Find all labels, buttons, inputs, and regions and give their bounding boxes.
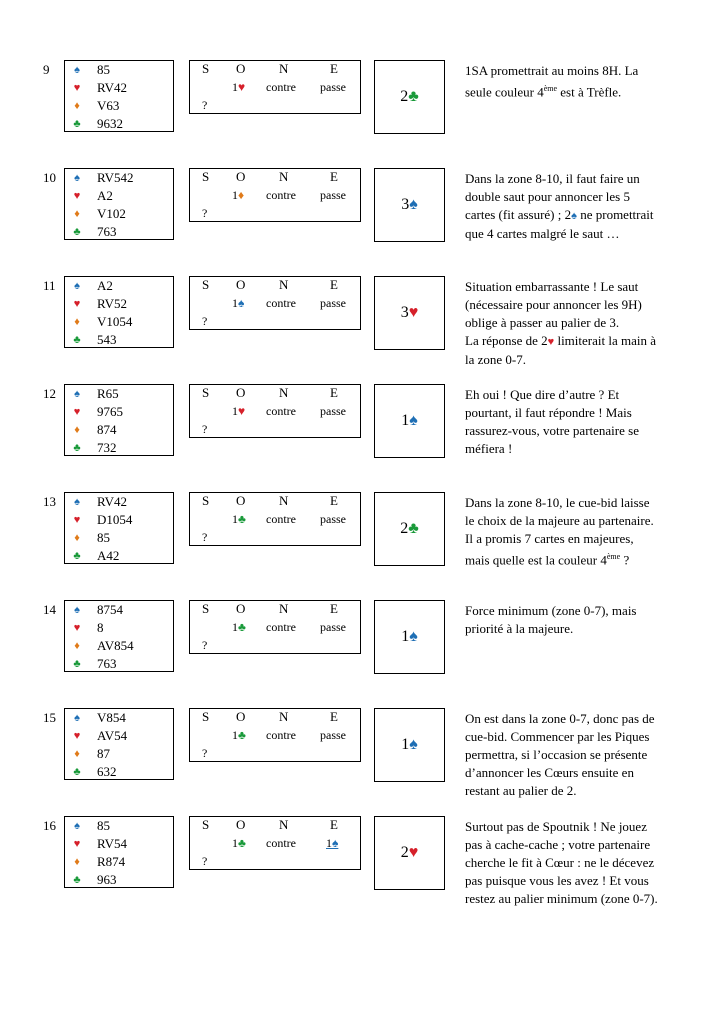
- explanation-line: [465, 80, 700, 101]
- club-icon: ♣: [73, 442, 81, 454]
- club-icon: ♣: [73, 118, 81, 130]
- north-label: N: [279, 601, 289, 616]
- spade-icon: ♠: [409, 196, 418, 213]
- north-bid: contre: [266, 836, 296, 850]
- deal-number: 15: [43, 710, 56, 725]
- explanation-line: rassurez-vous, votre partenaire se: [465, 423, 639, 438]
- hand-box: [64, 276, 174, 348]
- club-cards: A42: [97, 548, 120, 563]
- club-cards: 632: [97, 764, 117, 779]
- spade-icon: ♠: [571, 210, 577, 222]
- east-bid: passe: [320, 404, 346, 418]
- spade-icon: ♠: [74, 820, 80, 832]
- answer-level: 1: [401, 736, 410, 753]
- answer-box: [374, 492, 445, 566]
- explanation: [465, 62, 700, 101]
- east-bid: passe: [320, 728, 346, 742]
- club-icon: ♣: [238, 620, 246, 634]
- north-bid: contre: [266, 728, 296, 742]
- north-bid: contre: [266, 620, 296, 634]
- deal-16: [0, 819, 724, 919]
- north-bid: contre: [266, 80, 296, 94]
- text: est à Trèfle.: [557, 84, 622, 100]
- club-icon: ♣: [238, 512, 246, 526]
- west-label: O: [236, 277, 246, 292]
- east-label: E: [330, 601, 338, 616]
- spade-cards: 85: [97, 62, 110, 77]
- explanation-line: d’annoncer les Cœurs ensuite en: [465, 765, 634, 780]
- explanation-line: pas puisque vous les avez ! Et vous: [465, 873, 649, 888]
- text: La réponse de 2: [465, 333, 548, 348]
- bidding-box: [189, 60, 361, 114]
- club-cards: 732: [97, 440, 117, 455]
- south-label: S: [202, 601, 210, 616]
- answer-box: [374, 708, 445, 782]
- superscript: ème: [543, 84, 558, 93]
- deal-15: [0, 711, 724, 811]
- heart-icon: ♥: [73, 730, 81, 742]
- heart-icon: ♥: [73, 190, 81, 202]
- text: ?: [620, 552, 630, 568]
- east-label: E: [330, 169, 338, 184]
- east-bid-level: 1: [326, 836, 332, 850]
- club-cards: 763: [97, 224, 117, 239]
- opening-level: 1: [232, 512, 238, 526]
- spade-cards: R65: [97, 386, 119, 401]
- south-label: S: [202, 817, 210, 832]
- deal-number: 13: [43, 494, 56, 509]
- explanation: [465, 710, 700, 800]
- heart-icon: ♥: [408, 844, 419, 861]
- heart-cards: D1054: [97, 512, 133, 527]
- answer-box: [374, 168, 445, 242]
- diamond-icon: ♦: [74, 316, 80, 328]
- north-label: N: [279, 277, 289, 292]
- north-bid: contre: [266, 512, 296, 526]
- diamond-cards: V102: [97, 206, 126, 221]
- text: limiterait la main à: [554, 333, 657, 348]
- north-label: N: [279, 817, 289, 832]
- club-icon: ♣: [73, 550, 81, 562]
- south-label: S: [202, 709, 210, 724]
- answer-level: 1: [401, 628, 410, 645]
- club-cards: 9632: [97, 116, 123, 131]
- explanation-line: la zone 0-7.: [465, 352, 527, 367]
- answer-box: [374, 384, 445, 458]
- explanation-line: double saut pour annoncer les 5: [465, 189, 630, 204]
- question-mark: ?: [202, 206, 208, 220]
- club-icon: ♣: [73, 334, 81, 346]
- opening-bid: [232, 619, 246, 635]
- south-label: S: [202, 493, 210, 508]
- explanation-line: restant au palier de 2.: [465, 783, 577, 798]
- text: mais quelle est la couleur 4: [465, 552, 607, 568]
- explanation-line: Dans la zone 8-10, il faut faire un: [465, 171, 640, 186]
- answer-box: [374, 276, 445, 350]
- explanation-line: Il a promis 7 cartes en majeures,: [465, 531, 634, 546]
- heart-cards: 9765: [97, 404, 123, 419]
- spade-icon: ♠: [74, 496, 80, 508]
- question-mark: ?: [202, 98, 208, 112]
- opening-bid: [232, 511, 246, 527]
- club-icon: ♣: [73, 874, 81, 886]
- opening-level: 1: [232, 188, 238, 202]
- opening-bid: [232, 187, 244, 203]
- text: seule couleur 4: [465, 84, 544, 100]
- bidding-box: [189, 384, 361, 438]
- diamond-icon: ♦: [74, 748, 80, 760]
- bidding-box: [189, 168, 361, 222]
- club-cards: 963: [97, 872, 117, 887]
- opening-bid: [232, 835, 246, 851]
- heart-icon: ♥: [73, 622, 81, 634]
- west-label: O: [236, 385, 246, 400]
- diamond-icon: ♦: [74, 640, 80, 652]
- north-label: N: [279, 709, 289, 724]
- hand-box: [64, 168, 174, 240]
- answer-level: 3: [401, 196, 410, 213]
- explanation-line: [465, 548, 700, 569]
- diamond-icon: ♦: [74, 424, 80, 436]
- spade-icon: ♠: [409, 628, 418, 645]
- spade-cards: RV542: [97, 170, 134, 185]
- explanation-line: que 4 cartes malgré le saut …: [465, 226, 620, 241]
- diamond-icon: ♦: [74, 856, 80, 868]
- hand-box: [64, 60, 174, 132]
- east-bid: passe: [320, 188, 346, 202]
- north-label: N: [279, 169, 289, 184]
- south-label: S: [202, 169, 210, 184]
- west-label: O: [236, 61, 246, 76]
- heart-cards: RV42: [97, 80, 128, 95]
- heart-cards: 8: [97, 620, 104, 635]
- diamond-cards: 85: [97, 530, 110, 545]
- club-cards: 763: [97, 656, 117, 671]
- east-label: E: [330, 709, 338, 724]
- spade-icon: ♠: [74, 280, 80, 292]
- east-bid: passe: [320, 80, 346, 94]
- heart-icon: ♥: [73, 838, 81, 850]
- hand-box: [64, 384, 174, 456]
- north-label: N: [279, 493, 289, 508]
- spade-icon: ♠: [74, 388, 80, 400]
- opening-level: 1: [232, 620, 238, 634]
- heart-icon: ♥: [238, 404, 246, 418]
- east-bid: [326, 835, 338, 851]
- spade-cards: RV42: [97, 494, 128, 509]
- explanation-line: cue-bid. Commencer par les Piques: [465, 729, 650, 744]
- answer-level: 2: [400, 88, 409, 105]
- deal-9: [0, 63, 724, 163]
- question-mark: ?: [202, 422, 208, 436]
- spade-icon: ♠: [409, 412, 418, 429]
- hand-box: [64, 600, 174, 672]
- spade-icon: ♠: [74, 712, 80, 724]
- club-icon: ♣: [73, 658, 81, 670]
- explanation-line: Force minimum (zone 0-7), mais: [465, 603, 637, 618]
- opening-bid: [232, 295, 244, 311]
- explanation-line: Eh oui ! Que dire d’autre ? Et: [465, 387, 620, 402]
- hand-box: [64, 492, 174, 564]
- answer-level: 3: [400, 304, 409, 321]
- north-bid: contre: [266, 296, 296, 310]
- explanation: [465, 494, 700, 569]
- spade-icon: ♠: [74, 172, 80, 184]
- deal-10: [0, 171, 724, 271]
- explanation: [465, 818, 700, 908]
- answer-level: 2: [400, 520, 409, 537]
- east-label: E: [330, 61, 338, 76]
- diamond-icon: ♦: [74, 100, 80, 112]
- answer-box: [374, 816, 445, 890]
- heart-icon: ♥: [547, 336, 555, 348]
- bidding-box: [189, 816, 361, 870]
- diamond-icon: ♦: [74, 532, 80, 544]
- diamond-cards: V1054: [97, 314, 133, 329]
- spade-icon: ♠: [409, 736, 418, 753]
- question-mark: ?: [202, 746, 208, 760]
- diamond-cards: V63: [97, 98, 120, 113]
- opening-bid: [232, 403, 245, 419]
- heart-cards: RV54: [97, 836, 128, 851]
- explanation-line: méfiera !: [465, 441, 513, 456]
- diamond-icon: ♦: [74, 208, 80, 220]
- deal-number: 10: [43, 170, 56, 185]
- north-bid: contre: [266, 188, 296, 202]
- north-label: N: [279, 385, 289, 400]
- spade-cards: 85: [97, 818, 110, 833]
- explanation-line: Dans la zone 8-10, le cue-bid laisse: [465, 495, 650, 510]
- deal-14: [0, 603, 724, 703]
- explanation-line: cherche le fit à Cœur : ne le décevez: [465, 855, 655, 870]
- club-icon: ♣: [408, 88, 419, 105]
- spade-icon: ♠: [332, 836, 339, 850]
- explanation-line: priorité à la majeure.: [465, 621, 574, 636]
- explanation-line: Surtout pas de Spoutnik ! Ne jouez: [465, 819, 647, 834]
- club-icon: ♣: [238, 728, 246, 742]
- west-label: O: [236, 817, 246, 832]
- explanation-line: oblige à passer au palier de 3.: [465, 315, 620, 330]
- text: cartes (fit assuré) ; 2: [465, 207, 572, 222]
- spade-icon: ♠: [74, 604, 80, 616]
- question-mark: ?: [202, 530, 208, 544]
- opening-level: 1: [232, 80, 238, 94]
- hand-box: [64, 816, 174, 888]
- text: ne promettrait: [576, 207, 654, 222]
- west-label: O: [236, 169, 246, 184]
- explanation-line: restez au palier minimum (zone 0-7).: [465, 891, 658, 906]
- club-icon: ♣: [238, 836, 246, 850]
- east-label: E: [330, 277, 338, 292]
- explanation-line: [465, 332, 700, 351]
- east-label: E: [330, 385, 338, 400]
- explanation: [465, 278, 700, 369]
- bidding-box: [189, 492, 361, 546]
- explanation-line: (nécessaire pour annoncer les 9H): [465, 297, 642, 312]
- question-mark: ?: [202, 638, 208, 652]
- east-bid: passe: [320, 620, 346, 634]
- opening-level: 1: [232, 296, 238, 310]
- deal-11: [0, 279, 724, 379]
- spade-cards: 8754: [97, 602, 123, 617]
- diamond-cards: R874: [97, 854, 126, 869]
- diamond-cards: 87: [97, 746, 110, 761]
- heart-icon: ♥: [73, 298, 81, 310]
- south-label: S: [202, 61, 210, 76]
- club-icon: ♣: [73, 226, 81, 238]
- deal-number: 11: [43, 278, 56, 293]
- spade-cards: A2: [97, 278, 113, 293]
- explanation-line: [465, 206, 700, 225]
- east-label: E: [330, 493, 338, 508]
- heart-cards: A2: [97, 188, 113, 203]
- club-cards: 543: [97, 332, 117, 347]
- explanation: [465, 386, 700, 458]
- bidding-box: [189, 600, 361, 654]
- club-icon: ♣: [408, 520, 419, 537]
- heart-cards: RV52: [97, 296, 128, 311]
- explanation-line: On est dans la zone 0-7, donc pas de: [465, 711, 655, 726]
- opening-bid: [232, 79, 245, 95]
- heart-cards: AV54: [97, 728, 128, 743]
- hand-box: [64, 708, 174, 780]
- west-label: O: [236, 709, 246, 724]
- east-label: E: [330, 817, 338, 832]
- diamond-cards: 874: [97, 422, 117, 437]
- explanation-line: pas à cache-cache ; votre partenaire: [465, 837, 651, 852]
- west-label: O: [236, 601, 246, 616]
- north-label: N: [279, 61, 289, 76]
- deal-number: 16: [43, 818, 56, 833]
- deal-number: 12: [43, 386, 56, 401]
- deal-12: [0, 387, 724, 487]
- answer-box: [374, 600, 445, 674]
- explanation-line: 1SA promettrait au moins 8H. La: [465, 63, 639, 78]
- deal-number: 14: [43, 602, 56, 617]
- question-mark: ?: [202, 854, 208, 868]
- spade-icon: ♠: [74, 64, 80, 76]
- heart-icon: ♥: [238, 80, 246, 94]
- diamond-cards: AV854: [97, 638, 134, 653]
- superscript: ème: [606, 552, 621, 561]
- heart-icon: ♥: [408, 304, 419, 321]
- west-label: O: [236, 493, 246, 508]
- spade-cards: V854: [97, 710, 126, 725]
- explanation: [465, 170, 700, 243]
- south-label: S: [202, 277, 210, 292]
- answer-level: 2: [400, 844, 409, 861]
- heart-icon: ♥: [73, 406, 81, 418]
- question-mark: ?: [202, 314, 208, 328]
- east-bid: passe: [320, 512, 346, 526]
- deal-13: [0, 495, 724, 595]
- spade-icon: ♠: [238, 296, 245, 310]
- answer-box: [374, 60, 445, 134]
- club-icon: ♣: [73, 766, 81, 778]
- explanation-line: le choix de la majeure au partenaire.: [465, 513, 654, 528]
- east-bid: passe: [320, 296, 346, 310]
- opening-level: 1: [232, 404, 238, 418]
- heart-icon: ♥: [73, 514, 81, 526]
- answer-level: 1: [401, 412, 410, 429]
- opening-level: 1: [232, 728, 238, 742]
- opening-level: 1: [232, 836, 238, 850]
- explanation-line: permettra, si l’occasion se présente: [465, 747, 648, 762]
- explanation-line: pourtant, il faut répondre ! Mais: [465, 405, 632, 420]
- heart-icon: ♥: [73, 82, 81, 94]
- bidding-box: [189, 708, 361, 762]
- bidding-box: [189, 276, 361, 330]
- south-label: S: [202, 385, 210, 400]
- deal-number: 9: [43, 62, 50, 77]
- explanation-line: Situation embarrassante ! Le saut: [465, 279, 639, 294]
- diamond-icon: ♦: [238, 188, 245, 202]
- explanation: [465, 602, 700, 638]
- north-bid: contre: [266, 404, 296, 418]
- opening-bid: [232, 727, 246, 743]
